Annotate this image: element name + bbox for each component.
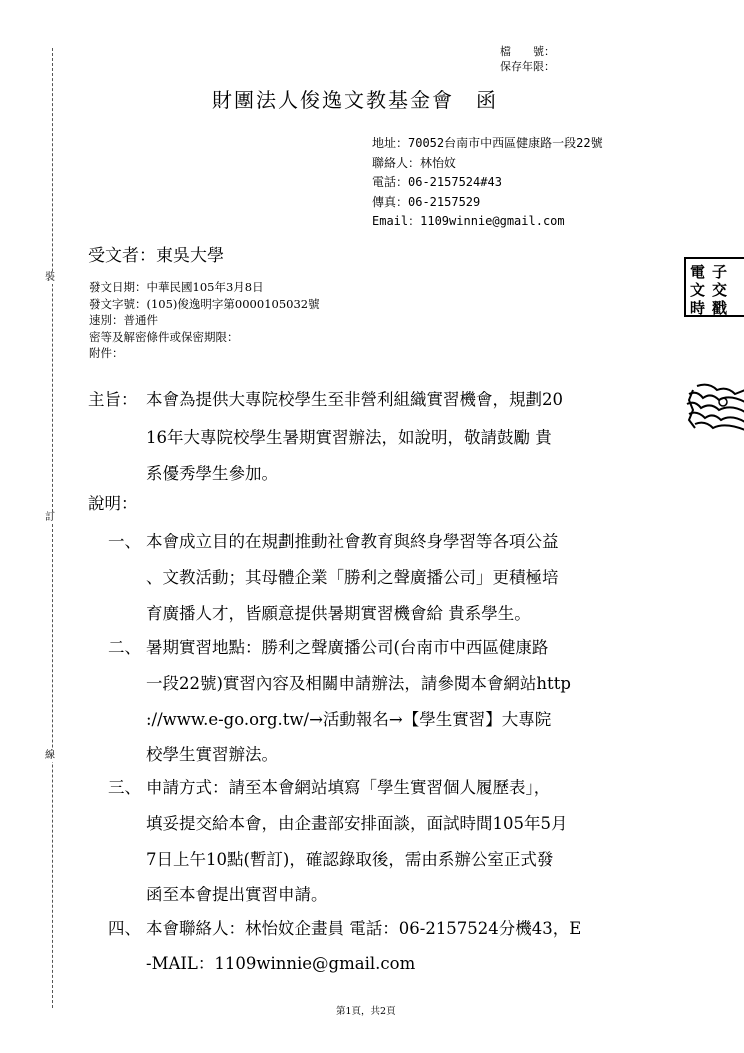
security-level: 密等及解密條件或保密期限：: [89, 329, 239, 344]
item-line: 、文教活動；其母體企業「勝利之聲廣播公司」更積極培: [146, 568, 559, 587]
item-number: 三、: [108, 778, 141, 797]
item-line: 本會聯絡人：林怡妏企畫員 電話：06-2157524分機43，E: [146, 919, 582, 938]
sender-title: 財團法人俊逸文教基金會 函: [212, 88, 498, 112]
subject-line: 16年大專院校學生暑期實習辦法，如說明，敬請鼓勵 貴: [146, 428, 552, 447]
recipient: 受文者：東吳大學: [88, 246, 224, 266]
seal-icon: [683, 380, 744, 436]
document-meta: [89, 279, 320, 362]
contact-address: 地址：70052台南市中西區健康路一段22號: [372, 136, 603, 150]
item-line: ://www.e-go.org.tw/→活動報名→【學生實習】大專院: [146, 710, 552, 729]
contact-fax: 傳真：06-2157529: [372, 194, 481, 209]
item-number: 一、: [108, 532, 141, 551]
issue-date: 發文日期：中華民國105年3月8日: [89, 280, 264, 294]
contact-block: [372, 134, 603, 232]
retention-label: 保存年限：: [500, 60, 555, 73]
subject-line: 本會為提供大專院校學生至非營利組織實習機會，規劃20: [146, 390, 563, 409]
item-line: 校學生實習辦法。: [146, 745, 278, 764]
stamp-char: 電: [690, 263, 706, 281]
electronic-stamp-icon: [682, 255, 744, 319]
page-number: 第1頁，共2頁: [336, 1006, 396, 1017]
item-line: 一段22號)實習內容及相關申請辦法，請參閱本會網站http: [146, 674, 571, 693]
delivery-speed: 速別：普通件: [89, 313, 158, 327]
stamp-char: 時: [690, 299, 706, 317]
item-line: 申請方式：請至本會網站填寫「學生實習個人履歷表」，: [146, 778, 551, 797]
file-number-label: 檔 號：: [500, 45, 555, 58]
item-line: 暑期實習地點：勝利之聲廣播公司(台南市中西區健康路: [146, 638, 549, 657]
subject-line: 系優秀學生參加。: [146, 464, 278, 483]
item-line: 函至本會提出實習申請。: [146, 885, 328, 904]
item-line: -MAIL：1109winnie@gmail.com: [146, 954, 416, 973]
stamp-char: 文: [690, 281, 706, 299]
explanation-label: 說明：: [88, 494, 138, 513]
item-number: 四、: [108, 919, 141, 938]
binding-mark-middle: 訂: [45, 512, 55, 523]
attachments: 附件：: [89, 346, 124, 360]
stamp-char: 交: [712, 281, 728, 299]
binding-mark-top: 裝: [45, 272, 55, 283]
binding-line: [52, 48, 53, 1008]
contact-person: 聯絡人：林怡妏: [372, 155, 457, 170]
item-line: 填妥提交給本會，由企畫部安排面談，面試時間105年5月: [146, 814, 568, 833]
subject-label: 主旨：: [88, 390, 138, 409]
document-number: 發文字號：(105)俊逸明字第0000105032號: [89, 296, 320, 311]
stamp-char: 子: [712, 263, 728, 281]
contact-phone: 電話：06-2157524#43: [372, 175, 502, 189]
stamp-char: 戳: [712, 299, 728, 317]
contact-email: Email：1109winnie@gmail.com: [372, 214, 565, 228]
item-line: 7日上午10點(暫訂)，確認錄取後，需由系辦公室正式發: [146, 850, 554, 869]
item-line: 本會成立目的在規劃推動社會教育與終身學習等各項公益: [146, 532, 559, 551]
item-line: 育廣播人才，皆願意提供暑期實習機會給 貴系學生。: [146, 604, 531, 623]
item-number: 二、: [108, 638, 141, 657]
binding-mark-bottom: 線: [45, 750, 55, 761]
